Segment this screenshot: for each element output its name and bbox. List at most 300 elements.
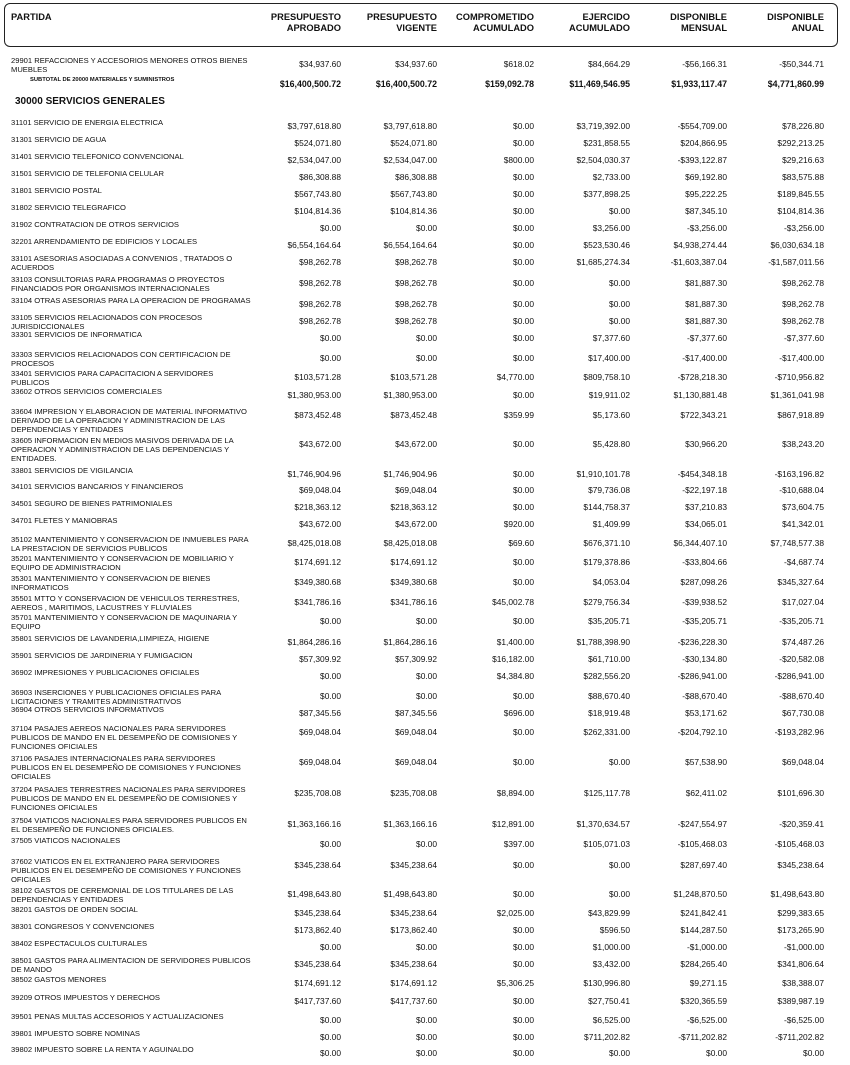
amount-cell: -$20,582.08	[779, 654, 824, 664]
amount-cell: $45,002.78	[492, 597, 534, 607]
amount-cell: $16,400,500.72	[375, 79, 437, 89]
amount-cell: $67,730.08	[782, 708, 824, 718]
amount-cell: $69,048.04	[299, 727, 341, 737]
amount-cell: $78,226.80	[782, 121, 824, 131]
partida-description: 31501 SERVICIO DE TELEFONIA CELULAR	[11, 169, 164, 178]
amount-cell: $3,256.00	[592, 223, 630, 233]
amount-cell: $30,966.20	[685, 439, 727, 449]
amount-cell: $98,262.78	[782, 316, 824, 326]
amount-cell: $1,130,881.48	[673, 390, 727, 400]
amount-cell: $98,262.78	[395, 316, 437, 326]
amount-cell: $1,910,101.78	[576, 469, 630, 479]
amount-cell: $0.00	[513, 333, 534, 343]
amount-cell: $0.00	[320, 223, 341, 233]
amount-cell: $218,363.12	[294, 502, 341, 512]
amount-cell: $235,708.08	[390, 788, 437, 798]
amount-cell: $1,498,643.80	[383, 889, 437, 899]
amount-cell: $341,806.64	[777, 959, 824, 969]
amount-cell: $57,309.92	[395, 654, 437, 664]
amount-cell: -$4,687.74	[783, 557, 824, 567]
partida-description: 38102 GASTOS DE CEREMONIAL DE LOS TITULARES DE LAS DEPENDENCIAS Y ENTIDADES	[11, 886, 234, 904]
amount-cell: $389,987.19	[777, 996, 824, 1006]
amount-cell: $34,937.60	[299, 59, 341, 69]
amount-cell: $34,937.60	[395, 59, 437, 69]
amount-cell: -$6,525.00	[783, 1015, 824, 1025]
amount-cell: $3,797,618.80	[287, 121, 341, 131]
amount-cell: $105,071.03	[583, 839, 630, 849]
amount-cell: $0.00	[513, 727, 534, 737]
amount-cell: $87,345.10	[685, 206, 727, 216]
amount-cell: $218,363.12	[390, 502, 437, 512]
amount-cell: $8,894.00	[496, 788, 534, 798]
amount-cell: $4,384.80	[496, 671, 534, 681]
amount-cell: -$17,400.00	[779, 353, 824, 363]
partida-description: 34101 SERVICIOS BANCARIOS Y FINANCIEROS	[11, 482, 184, 491]
amount-cell: $231,858.55	[583, 138, 630, 148]
amount-cell: $417,737.60	[294, 996, 341, 1006]
amount-cell: $6,525.00	[592, 1015, 630, 1025]
amount-cell: $35,205.71	[588, 616, 630, 626]
partida-description: 36902 IMPRESIONES Y PUBLICACIONES OFICIALES	[11, 668, 200, 677]
amount-cell: $0.00	[513, 390, 534, 400]
partida-description: 37504 VIATICOS NACIONALES PARA SERVIDORES PUBLICOS EN EL DESEMPEÑO DE FUNCIONES OFICIALES.	[11, 816, 247, 834]
amount-cell: $0.00	[609, 757, 630, 767]
amount-cell: $1,746,904.96	[383, 469, 437, 479]
amount-cell: $524,071.80	[294, 138, 341, 148]
amount-cell: -$204,792.10	[677, 727, 727, 737]
amount-cell: $0.00	[320, 1032, 341, 1042]
partida-description: 37106 PASAJES INTERNACIONALES PARA SERVIDORES PUBLICOS EN EL DESEMPEÑO DE COMISIONES Y FUNCIONES OFICIALES	[11, 754, 241, 781]
amount-cell: $345,238.64	[390, 860, 437, 870]
amount-cell: $5,173.60	[592, 410, 630, 420]
amount-cell: $0.00	[513, 1048, 534, 1058]
amount-cell: $9,271.15	[689, 978, 727, 988]
amount-cell: -$50,344.71	[779, 59, 824, 69]
amount-cell: -$3,256.00	[686, 223, 727, 233]
partida-description: 39801 IMPUESTO SOBRE NOMINAS	[11, 1029, 140, 1038]
amount-cell: $867,918.89	[777, 410, 824, 420]
amount-cell: $567,743.80	[294, 189, 341, 199]
amount-cell: -$247,554.97	[677, 819, 727, 829]
partida-description: 36903 INSERCIONES Y PUBLICACIONES OFICIALES PARA LICITACIONES Y TRAMITES ADMINISTRATIVOS	[11, 688, 221, 706]
partida-description: 35201 MANTENIMIENTO Y CONSERVACION DE MOBILIARIO Y EQUIPO DE ADMINISTRACION	[11, 554, 234, 572]
amount-cell: $7,377.60	[592, 333, 630, 343]
amount-cell: $69,048.04	[299, 485, 341, 495]
partida-description: 37204 PASAJES TERRESTRES NACIONALES PARA SERVIDORES PUBLICOS DE MANDO EN EL DESEMPEÑO DE COMISIONES Y FUNCIONES OFICIALES	[11, 785, 246, 812]
amount-cell: $1,933,117.47	[671, 79, 727, 89]
amount-cell: $1,498,643.80	[287, 889, 341, 899]
partida-description: 35301 MANTENIMIENTO Y CONSERVACION DE BIENES INFORMATICOS	[11, 574, 211, 592]
amount-cell: $262,331.00	[583, 727, 630, 737]
amount-cell: $43,672.00	[395, 439, 437, 449]
amount-cell: $1,864,286.16	[287, 637, 341, 647]
amount-cell: -$88,670.40	[779, 691, 824, 701]
amount-cell: $0.00	[513, 353, 534, 363]
amount-cell: -$393,122.87	[677, 155, 727, 165]
amount-cell: $6,554,164.64	[287, 240, 341, 250]
amount-cell: $0.00	[513, 469, 534, 479]
partida-description: 33602 OTROS SERVICIOS COMERCIALES	[11, 387, 162, 396]
partida-description: 33605 INFORMACION EN MEDIOS MASIVOS DERIVADA DE LA OPERACION Y ADMINISTRACION DE LAS DEPENDENCIAS Y ENTIDADES.	[11, 436, 234, 463]
amount-cell: $0.00	[513, 1032, 534, 1042]
amount-cell: -$10,688.04	[779, 485, 824, 495]
amount-cell: $873,452.48	[390, 410, 437, 420]
amount-cell: $1,380,953.00	[287, 390, 341, 400]
amount-cell: $57,309.92	[299, 654, 341, 664]
amount-cell: $292,213.25	[777, 138, 824, 148]
partida-description: 35501 MTTO Y CONSERVACION DE VEHICULOS TERRESTRES, AEREOS , MARITIMOS, LACUSTRES Y FLUVIALES	[11, 594, 240, 612]
amount-cell: $345,238.64	[294, 860, 341, 870]
amount-cell: -$105,468.03	[677, 839, 727, 849]
amount-cell: -$163,196.82	[774, 469, 824, 479]
amount-cell: -$3,256.00	[783, 223, 824, 233]
partida-description: 39501 PENAS MULTAS ACCESORIOS Y ACTUALIZACIONES	[11, 1012, 224, 1021]
amount-cell: $0.00	[513, 223, 534, 233]
header-presupuesto-vigente: PRESUPUESTO VIGENTE	[366, 12, 437, 33]
amount-cell: $57,538.90	[685, 757, 727, 767]
partida-description: 39209 OTROS IMPUESTOS Y DERECHOS	[11, 993, 160, 1002]
partida-description: 35701 MANTENIMIENTO Y CONSERVACION DE MAQUINARIA Y EQUIPO	[11, 613, 238, 631]
amount-cell: $0.00	[513, 959, 534, 969]
amount-cell: $596.50	[599, 925, 630, 935]
amount-cell: $3,719,392.00	[576, 121, 630, 131]
partida-description: 39802 IMPUESTO SOBRE LA RENTA Y AGUINALDO	[11, 1045, 194, 1054]
amount-cell: $61,710.00	[588, 654, 630, 664]
amount-cell: $69,048.04	[395, 727, 437, 737]
amount-cell: $0.00	[513, 316, 534, 326]
amount-cell: $345,238.64	[390, 959, 437, 969]
amount-cell: $711,202.82	[584, 1032, 630, 1042]
amount-cell: $800.00	[503, 155, 534, 165]
partida-description: 33105 SERVICIOS RELACIONADOS CON PROCESOS JURISDICCIONALES	[11, 313, 203, 331]
header-disponible-mensual: DISPONIBLE MENSUAL	[670, 12, 727, 33]
amount-cell: $0.00	[513, 502, 534, 512]
amount-cell: $320,365.59	[680, 996, 727, 1006]
amount-cell: -$88,670.40	[682, 691, 727, 701]
amount-cell: $16,182.00	[492, 654, 534, 664]
header-disponible-anual: DISPONIBLE ANUAL	[767, 12, 824, 33]
amount-cell: $696.00	[503, 708, 534, 718]
amount-cell: $0.00	[416, 223, 437, 233]
amount-cell: $1,380,953.00	[383, 390, 437, 400]
amount-cell: $0.00	[513, 925, 534, 935]
amount-cell: $159,092.78	[485, 79, 534, 89]
amount-cell: $0.00	[320, 353, 341, 363]
amount-cell: $279,756.34	[583, 597, 630, 607]
partida-description: 33303 SERVICIOS RELACIONADOS CON CERTIFICACION DE PROCESOS	[11, 350, 231, 368]
amount-cell: $27,750.41	[588, 996, 630, 1006]
partida-description: 33604 IMPRESION Y ELABORACION DE MATERIAL INFORMATIVO DERIVADO DE LA OPERACION Y ADMINISTRACION DE LAS DEPENDENCIAS Y ENTIDADES	[11, 407, 247, 434]
partida-description: 35801 SERVICIOS DE LAVANDERIA,LIMPIEZA, HIGIENE	[11, 634, 210, 643]
partida-description: 35102 MANTENIMIENTO Y CONSERVACION DE INMUEBLES PARA LA PRESTACION DE SERVICIOS PUBLICOS	[11, 535, 249, 553]
amount-cell: $2,534,047.00	[287, 155, 341, 165]
amount-cell: -$39,938.52	[682, 597, 727, 607]
partida-description: 37602 VIATICOS EN EL EXTRANJERO PARA SERVIDORES PUBLICOS EN EL DESEMPEÑO DE COMISIONES Y FUNCIONES OFICIALES	[11, 857, 241, 884]
amount-cell: $19,911.02	[588, 390, 630, 400]
amount-cell: $567,743.80	[390, 189, 437, 199]
header-partida: PARTIDA	[11, 12, 52, 22]
amount-cell: $0.00	[416, 691, 437, 701]
amount-cell: $81,887.30	[685, 299, 727, 309]
amount-cell: $69,048.04	[299, 757, 341, 767]
amount-cell: $341,786.16	[294, 597, 341, 607]
amount-cell: $1,363,166.16	[287, 819, 341, 829]
amount-cell: $349,380.68	[294, 577, 341, 587]
amount-cell: $69,192.80	[685, 172, 727, 182]
amount-cell: $81,887.30	[685, 316, 727, 326]
amount-cell: $0.00	[513, 189, 534, 199]
amount-cell: $524,071.80	[390, 138, 437, 148]
amount-cell: $0.00	[513, 439, 534, 449]
amount-cell: $43,672.00	[299, 439, 341, 449]
amount-cell: -$454,348.18	[677, 469, 727, 479]
amount-cell: $86,308.88	[299, 172, 341, 182]
amount-cell: $4,770.00	[496, 372, 534, 382]
amount-cell: $174,691.12	[390, 557, 437, 567]
amount-cell: $16,400,500.72	[279, 79, 341, 89]
amount-cell: -$1,000.00	[686, 942, 727, 952]
amount-cell: $0.00	[513, 757, 534, 767]
amount-cell: $920.00	[503, 519, 534, 529]
amount-cell: $0.00	[416, 942, 437, 952]
amount-cell: $0.00	[609, 1048, 630, 1058]
amount-cell: $0.00	[416, 839, 437, 849]
amount-cell: $84,664.29	[588, 59, 630, 69]
amount-cell: $1,498,643.80	[770, 889, 824, 899]
amount-cell: -$7,377.60	[686, 333, 727, 343]
amount-cell: $98,262.78	[395, 257, 437, 267]
amount-cell: $299,383.65	[777, 908, 824, 918]
amount-cell: $69,048.04	[395, 757, 437, 767]
amount-cell: -$56,166.31	[682, 59, 727, 69]
amount-cell: $41,342.01	[782, 519, 824, 529]
amount-cell: $0.00	[513, 942, 534, 952]
partida-description: SUBTOTAL DE 20000 MATERIALES Y SUMINISTROS	[30, 77, 175, 83]
amount-cell: $0.00	[609, 889, 630, 899]
amount-cell: $0.00	[609, 278, 630, 288]
amount-cell: $43,672.00	[299, 519, 341, 529]
partida-description: 34501 SEGURO DE BIENES PATRIMONIALES	[11, 499, 173, 508]
amount-cell: $173,265.90	[777, 925, 824, 935]
amount-cell: $1,248,870.50	[673, 889, 727, 899]
amount-cell: $5,428.80	[592, 439, 630, 449]
amount-cell: -$711,202.82	[678, 1032, 727, 1042]
amount-cell: $0.00	[513, 691, 534, 701]
amount-cell: $189,845.55	[777, 189, 824, 199]
amount-cell: $0.00	[320, 839, 341, 849]
amount-cell: -$236,228.30	[677, 637, 727, 647]
partida-description: 36904 OTROS SERVICIOS INFORMATIVOS	[11, 705, 164, 714]
amount-cell: $0.00	[320, 1048, 341, 1058]
amount-cell: $1,000.00	[592, 942, 630, 952]
partida-description: 29901 REFACCIONES Y ACCESORIOS MENORES OTROS BIENES MUEBLES	[11, 56, 248, 74]
amount-cell: $1,361,041.98	[770, 390, 824, 400]
amount-cell: $2,534,047.00	[383, 155, 437, 165]
amount-cell: -$1,603,387.04	[670, 257, 727, 267]
partida-description: 38301 CONGRESOS Y CONVENCIONES	[11, 922, 155, 931]
amount-cell: $98,262.78	[782, 299, 824, 309]
amount-cell: $144,287.50	[680, 925, 727, 935]
amount-cell: $0.00	[609, 206, 630, 216]
partida-description: 31301 SERVICIO DE AGUA	[11, 135, 107, 144]
amount-cell: $104,814.36	[390, 206, 437, 216]
amount-cell: -$35,205.71	[779, 616, 824, 626]
amount-cell: $95,222.25	[685, 189, 727, 199]
amount-cell: $38,388.07	[782, 978, 824, 988]
partida-description: 35901 SERVICIOS DE JARDINERIA Y FUMIGACION	[11, 651, 193, 660]
amount-cell: $0.00	[609, 299, 630, 309]
amount-cell: -$20,359.41	[779, 819, 824, 829]
amount-cell: $0.00	[416, 616, 437, 626]
amount-cell: -$30,134.80	[682, 654, 727, 664]
partida-description: 31802 SERVICIO TELEGRAFICO	[11, 203, 126, 212]
amount-cell: $282,556.20	[583, 671, 630, 681]
amount-cell: $0.00	[320, 616, 341, 626]
amount-cell: $103,571.28	[390, 372, 437, 382]
amount-cell: $0.00	[513, 138, 534, 148]
partida-description: 31902 CONTRATACION DE OTROS SERVICIOS	[11, 220, 179, 229]
amount-cell: -$193,282.96	[774, 727, 824, 737]
header-presupuesto-aprobado: PRESUPUESTO APROBADO	[270, 12, 341, 33]
amount-cell: $98,262.78	[299, 257, 341, 267]
partida-description: 33103 CONSULTORIAS PARA PROGRAMAS O PROYECTOS FINANCIADOS POR ORGANISMOS INTERNACIONALES	[11, 275, 225, 293]
amount-cell: -$7,377.60	[783, 333, 824, 343]
amount-cell: $0.00	[513, 240, 534, 250]
partida-description: 32201 ARRENDAMIENTO DE EDIFICIOS Y LOCALES	[11, 237, 198, 246]
amount-cell: $81,887.30	[685, 278, 727, 288]
amount-cell: $17,027.04	[782, 597, 824, 607]
amount-cell: $0.00	[416, 1048, 437, 1058]
amount-cell: $87,345.56	[299, 708, 341, 718]
amount-cell: $11,469,546.95	[569, 79, 630, 89]
amount-cell: $0.00	[320, 671, 341, 681]
amount-cell: $3,797,618.80	[383, 121, 437, 131]
amount-cell: $287,098.26	[680, 577, 727, 587]
amount-cell: $287,697.40	[680, 860, 727, 870]
amount-cell: $87,345.56	[395, 708, 437, 718]
amount-cell: $0.00	[513, 577, 534, 587]
amount-cell: -$105,468.03	[774, 839, 824, 849]
amount-cell: $204,866.95	[680, 138, 727, 148]
amount-cell: $345,327.64	[777, 577, 824, 587]
partida-description: 33301 SERVICIOS DE INFORMATICA	[11, 330, 142, 339]
amount-cell: $43,829.99	[588, 908, 630, 918]
partida-description: 37104 PASAJES AEREOS NACIONALES PARA SERVIDORES PUBLICOS DE MANDO EN EL DESEMPEÑO DE COMISIONES Y FUNCIONES OFICIALES	[11, 724, 238, 751]
amount-cell: $74,487.26	[782, 637, 824, 647]
amount-cell: $5,306.25	[496, 978, 534, 988]
amount-cell: $0.00	[513, 889, 534, 899]
amount-cell: $1,370,634.57	[576, 819, 630, 829]
amount-cell: $345,238.64	[390, 908, 437, 918]
amount-cell: $173,862.40	[390, 925, 437, 935]
amount-cell: $4,053.04	[592, 577, 630, 587]
amount-cell: $417,737.60	[390, 996, 437, 1006]
amount-cell: $2,733.00	[592, 172, 630, 182]
amount-cell: $18,919.48	[588, 708, 630, 718]
amount-cell: $0.00	[513, 996, 534, 1006]
partida-description: 33401 SERVICIOS PARA CAPACITACION A SERVIDORES PUBLICOS	[11, 369, 214, 387]
amount-cell: $1,409.99	[592, 519, 630, 529]
amount-cell: $241,842.41	[680, 908, 727, 918]
amount-cell: $86,308.88	[395, 172, 437, 182]
amount-cell: $0.00	[320, 1015, 341, 1025]
amount-cell: $2,025.00	[496, 908, 534, 918]
amount-cell: -$554,709.00	[677, 121, 727, 131]
amount-cell: $144,758.37	[583, 502, 630, 512]
amount-cell: $0.00	[513, 278, 534, 288]
amount-cell: $53,171.62	[685, 708, 727, 718]
amount-cell: $0.00	[513, 860, 534, 870]
amount-cell: -$35,205.71	[682, 616, 727, 626]
amount-cell: $83,575.88	[782, 172, 824, 182]
amount-cell: $0.00	[513, 1015, 534, 1025]
amount-cell: $174,691.12	[390, 978, 437, 988]
partida-description: 31801 SERVICIO POSTAL	[11, 186, 102, 195]
partida-description: 38502 GASTOS MENORES	[11, 975, 107, 984]
partida-description: 33801 SERVICIOS DE VIGILANCIA	[11, 466, 133, 475]
amount-cell: -$1,587,011.56	[768, 257, 824, 267]
amount-cell: $29,216.63	[782, 155, 824, 165]
amount-cell: $0.00	[320, 942, 341, 952]
amount-cell: $0.00	[803, 1048, 824, 1058]
amount-cell: $3,432.00	[592, 959, 630, 969]
amount-cell: $873,452.48	[294, 410, 341, 420]
amount-cell: $79,736.08	[588, 485, 630, 495]
amount-cell: $69,048.04	[395, 485, 437, 495]
amount-cell: $0.00	[706, 1048, 727, 1058]
amount-cell: $8,425,018.08	[383, 538, 437, 548]
amount-cell: $0.00	[513, 206, 534, 216]
amount-cell: -$286,941.00	[774, 671, 824, 681]
amount-cell: $62,411.02	[685, 788, 727, 798]
amount-cell: $104,814.36	[294, 206, 341, 216]
partida-description: 33104 OTRAS ASESORIAS PARA LA OPERACION DE PROGRAMAS	[11, 296, 251, 305]
amount-cell: -$728,218.30	[677, 372, 727, 382]
amount-cell: $4,938,274.44	[673, 240, 727, 250]
amount-cell: $1,400.00	[496, 637, 534, 647]
partida-description: 38402 ESPECTACULOS CULTURALES	[11, 939, 148, 948]
amount-cell: $125,117.78	[584, 788, 630, 798]
amount-cell: $8,425,018.08	[287, 538, 341, 548]
amount-cell: $0.00	[416, 1015, 437, 1025]
amount-cell: $179,378.86	[583, 557, 630, 567]
amount-cell: $345,238.64	[294, 959, 341, 969]
amount-cell: $101,696.30	[777, 788, 824, 798]
amount-cell: $4,771,860.99	[767, 79, 824, 89]
amount-cell: $359.99	[503, 410, 534, 420]
amount-cell: $98,262.78	[395, 299, 437, 309]
amount-cell: $345,238.64	[777, 860, 824, 870]
amount-cell: $34,065.01	[685, 519, 727, 529]
amount-cell: $69,048.04	[782, 757, 824, 767]
amount-cell: $676,371.10	[583, 538, 630, 548]
amount-cell: -$33,804.66	[682, 557, 727, 567]
amount-cell: $104,814.36	[777, 206, 824, 216]
amount-cell: $6,030,634.18	[770, 240, 824, 250]
amount-cell: $73,604.75	[782, 502, 824, 512]
amount-cell: $345,238.64	[294, 908, 341, 918]
partida-description: 38501 GASTOS PARA ALIMENTACION DE SERVIDORES PUBLICOS DE MANDO	[11, 956, 251, 974]
amount-cell: -$711,202.82	[775, 1032, 824, 1042]
amount-cell: $98,262.78	[299, 316, 341, 326]
partida-description: 33101 ASESORIAS ASOCIADAS A CONVENIOS , TRATADOS O ACUERDOS	[11, 254, 233, 272]
amount-cell: $0.00	[513, 557, 534, 567]
amount-cell: $173,862.40	[294, 925, 341, 935]
amount-cell: $98,262.78	[395, 278, 437, 288]
amount-cell: $0.00	[513, 485, 534, 495]
amount-cell: $88,670.40	[588, 691, 630, 701]
amount-cell: $1,788,398.90	[576, 637, 630, 647]
